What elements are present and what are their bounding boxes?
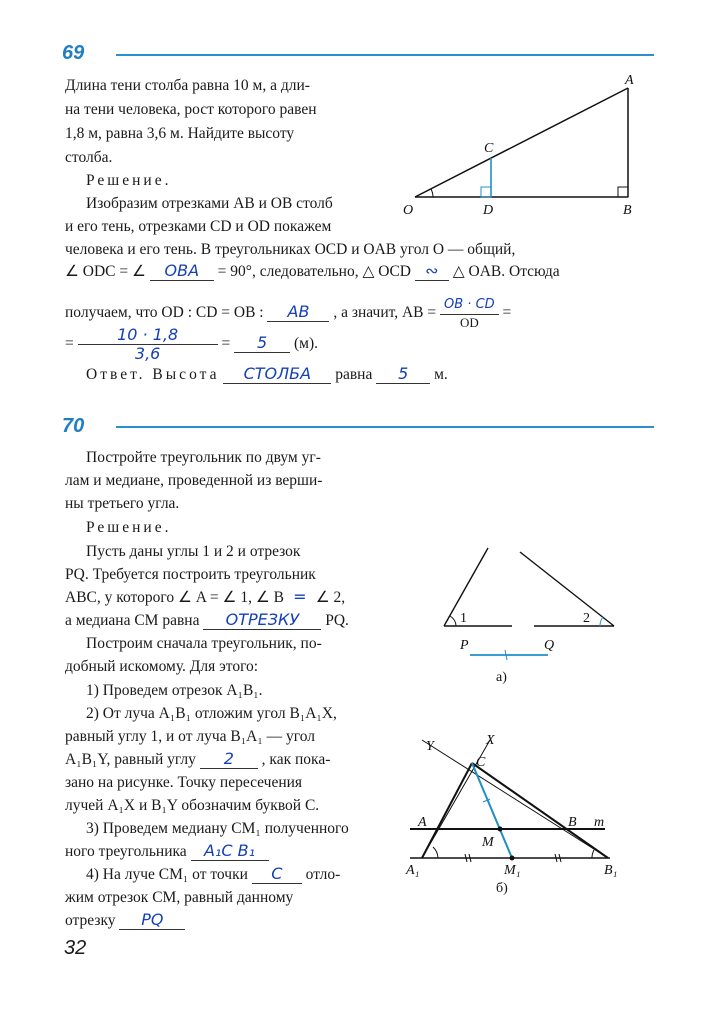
hw-answer-value: 5 [376,365,430,384]
p70-line: равный углу 1, и от луча B₁A₁ — угол [65,728,315,745]
p70-line: ны третьего угла. [65,495,180,512]
p70-line-8: а медиана CM равна ОТРЕЗКУ PQ. [65,610,349,629]
figure-70a-angles [430,540,630,690]
label-A: A [418,815,427,830]
label-X: X [486,733,495,748]
p69-line: на тени человека, рост которого равен [65,101,317,118]
label-Q: Q [544,638,555,653]
hw-point: C [252,865,302,884]
hw-fraction-numerator: OB · CD [444,297,495,312]
label-m: m [594,815,605,830]
hw-calculation: $\frac{10 \cdot 1,8}{3,6}$ [78,326,218,363]
p70-line: зано на рисунке. Точку пересечения [65,774,303,791]
hw-angle-answer: OBA [150,262,214,281]
p69-answer-line: Ответ. Высота СТОЛБА равна 5 м. [86,364,448,383]
label-angle-1: 1 [460,611,467,626]
label-M: M [482,835,494,850]
p70-line-20: отрезку PQ [65,910,185,932]
fraction-ab: $\frac{OB \cdot CD}{OD}$ [440,296,499,331]
hw-similar-sign: ∾ [415,262,449,281]
label-D: D [483,203,494,218]
p70-line: жим отрезок CM, равный данному [65,889,294,906]
p70-line: Пусть даны углы 1 и 2 и отрезок [86,543,301,560]
p70-line: PQ. Требуется построить треугольник [65,566,316,583]
label-B: B [623,203,632,218]
p70-line-14: A₁B₁Y, равный углу 2 , как пока- [65,749,331,768]
p70-line: добный искомому. Для этого: [65,658,259,675]
hw-triangle-name: A₁C B₁ [191,842,269,861]
hw-equals: = [293,587,307,606]
p70-line: 2) От луча A₁B₁ отложим угол B₁A₁X, [86,705,337,722]
p70-line: лучей A₁X и B₁Y обозначим буквой C. [65,797,320,814]
p70-line-7: ABC, у которого ∠ A = ∠ 1, ∠ B = ∠ 2, [65,587,346,606]
hw-angle-number: 2 [200,750,258,769]
header-rule-70 [116,426,654,428]
p69-line: Длина тени столба равна 10 м, а дли- [65,77,310,94]
label-C: C [476,755,486,770]
p70-line: 1) Проведем отрезок A₁B₁. [86,682,263,699]
header-rule-69 [116,54,654,56]
label-O: O [403,203,414,218]
p69-line: столба. [65,149,113,166]
hw-result: 5 [234,334,290,353]
label-A: A [625,73,634,88]
p69-line-10: получаем, что OD : CD = OB : AB , а значит, AB = $\frac{OB \cdot CD}{OD}$ = [65,297,512,330]
figure-70b-construction [400,730,630,905]
p70-line: 3) Проведем медиану CM₁ полученного [86,820,349,837]
p70-solution-heading: Решение. [86,519,172,536]
label-A1: A₁ [406,863,420,878]
hw-answer-word: СТОЛБА [223,365,331,384]
problem-number-70: 70 [62,415,85,437]
hw-segment-word: ОТРЕЗКУ [203,611,321,630]
problem-number-69: 69 [62,42,85,64]
p70-line-18: 4) На луче CM₁ от точки C отло- [86,864,341,883]
label-C: C [484,141,494,156]
hw-segment-pq: PQ [119,911,185,930]
figure-triangle-oab [395,70,645,220]
p70-line: Постройте треугольник по двум уг- [86,449,321,466]
caption-a: а) [496,670,507,685]
p69-line: 1,8 м, равна 3,6 м. Найдите высоту [65,125,295,142]
p69-line-11: = $\frac{10 \cdot 1,8}{3,6}$ = 5 (м). [65,325,319,363]
p70-line: лам и медиане, проведенной из верши- [65,472,323,489]
p69-line: Изобразим отрезками AB и OB столб [86,195,333,212]
label-B: B [568,815,577,830]
p70-line-17: ного треугольника A₁C B₁ [65,841,269,863]
p69-solution-heading: Решение. [86,172,172,189]
label-Y: Y [426,739,434,754]
p70-line: Построим сначала треугольник, по- [86,635,322,652]
caption-b: б) [496,881,508,896]
label-P: P [460,638,469,653]
hw-segment-answer: AB [267,303,329,322]
label-B1: B₁ [604,863,618,878]
label-angle-2: 2 [583,611,590,626]
page-number: 32 [64,937,87,959]
label-M1: M₁ [504,863,521,878]
p69-line: человека и его тень. В треугольниках OCD и OAB угол O — общий, [65,241,516,258]
p69-line: и его тень, отрезками CD и OD покажем [65,218,332,235]
p69-line-9: ∠ ODC = ∠ OBA = 90°, следовательно, △ OCD ∾ △ OAB. Отсюда [65,261,560,280]
